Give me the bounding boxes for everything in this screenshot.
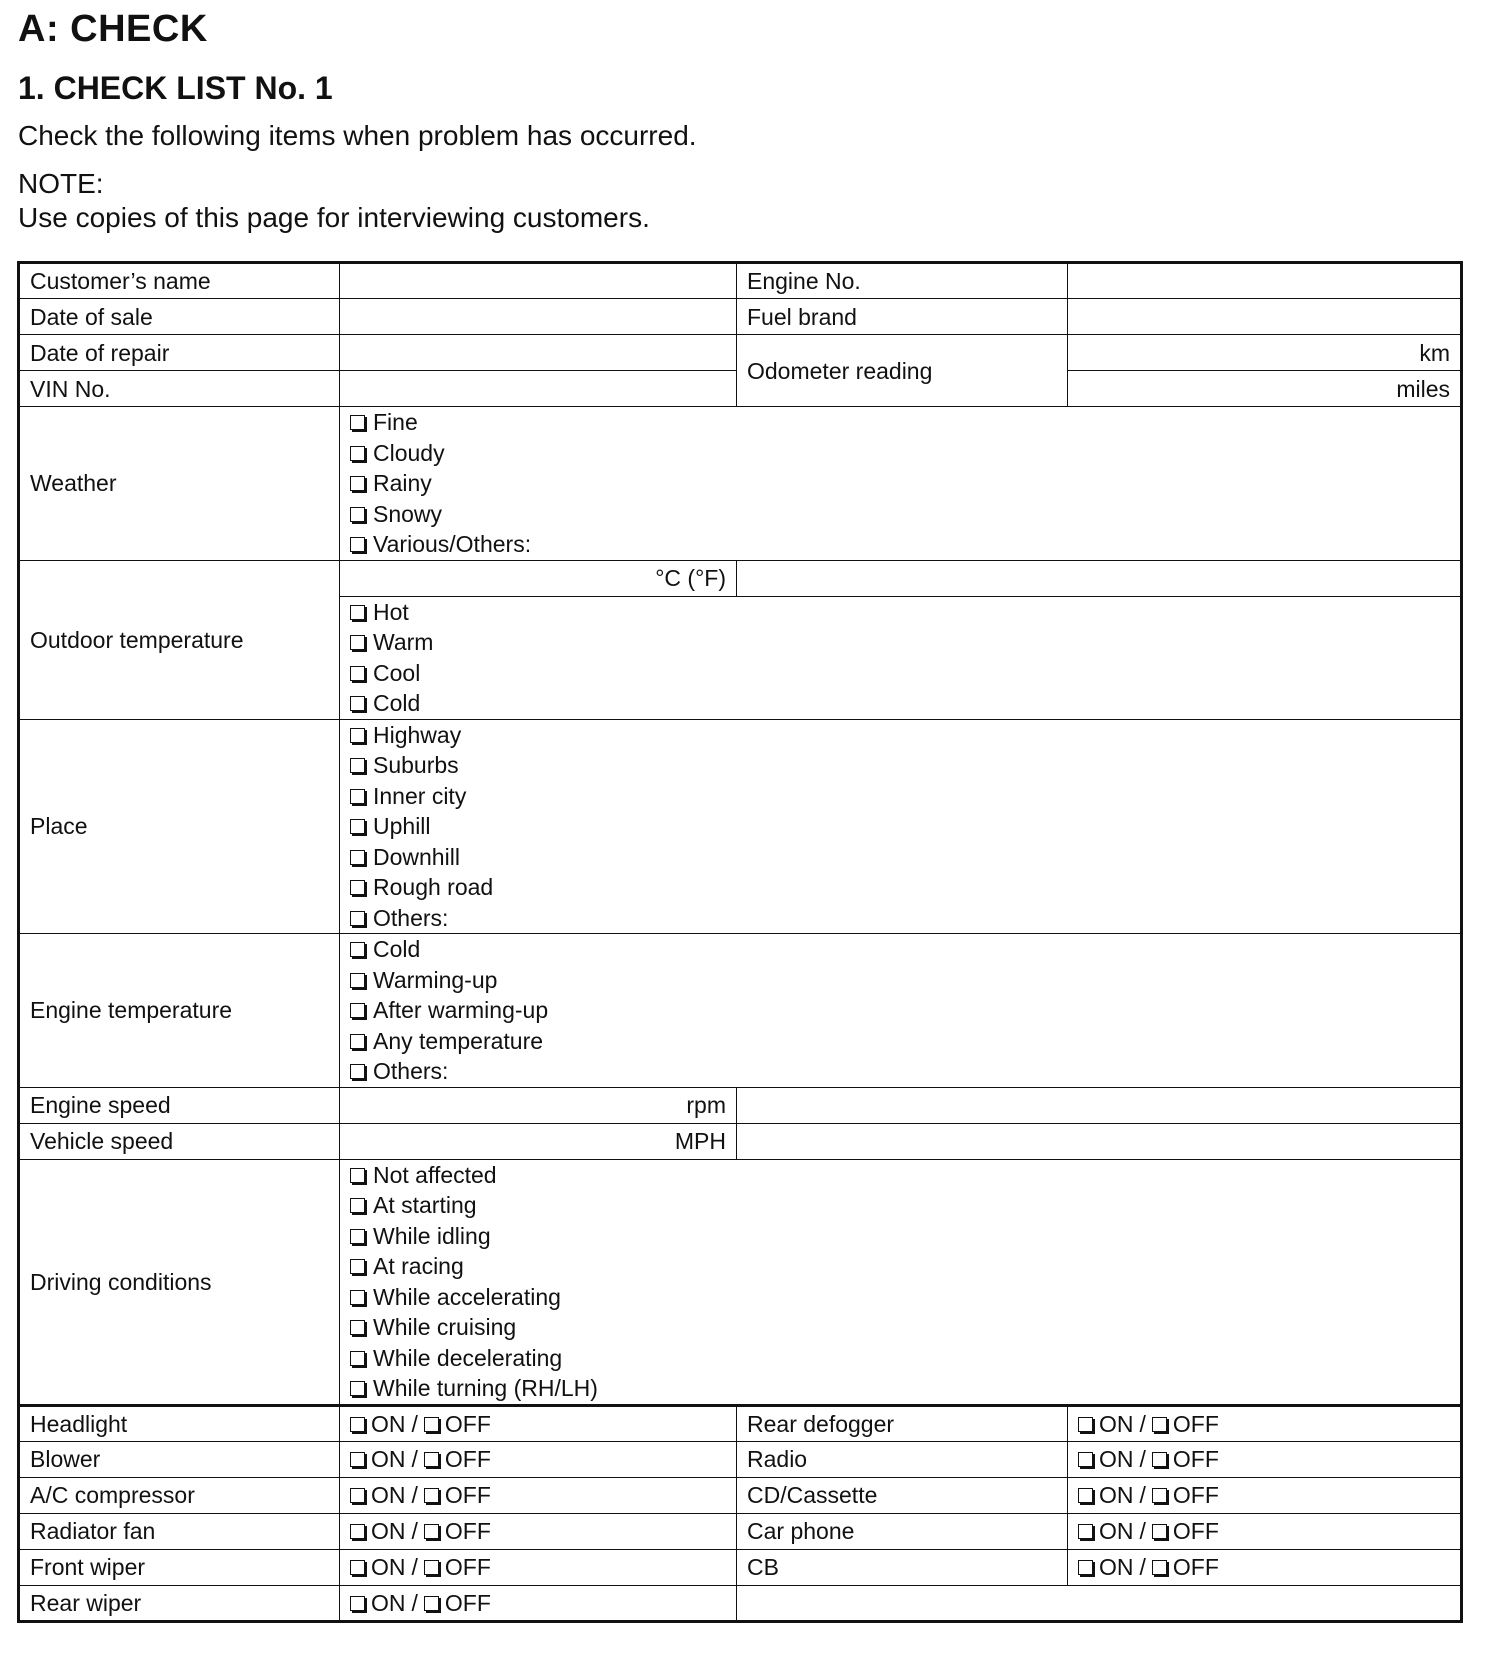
odometer-label: Odometer reading [737, 335, 1068, 407]
separator: / [411, 1589, 418, 1616]
front-wiper-on-off [340, 1549, 737, 1585]
off-label: OFF [444, 1518, 491, 1544]
place-downhill-checkbox[interactable] [350, 850, 365, 865]
switch-rows [19, 1405, 1462, 1621]
option-label: While cruising [373, 1314, 517, 1340]
option-label: Warm [373, 629, 434, 655]
check-list-title: 1. CHECK LIST No. 1 [18, 70, 333, 106]
engine-temp-options [340, 934, 1462, 1088]
cd-cassette-on-off [1068, 1477, 1462, 1513]
front-wiper-on-checkbox[interactable] [350, 1560, 365, 1575]
option-label: Snowy [373, 500, 443, 527]
driving-option-while-turning-rh-lh[interactable] [350, 1373, 1450, 1404]
headlight-off-checkbox[interactable] [424, 1417, 439, 1432]
place-rough-road-checkbox[interactable] [350, 880, 365, 895]
a-c-compressor-off-checkbox[interactable] [424, 1488, 439, 1503]
weather-option-various-others[interactable] [350, 529, 1450, 560]
radio-on-off [1068, 1441, 1462, 1477]
a-c-compressor-on-off [340, 1477, 737, 1513]
engine-temp-others-checkbox[interactable] [350, 1064, 365, 1079]
cb-label: CB [737, 1549, 1068, 1585]
table-row [19, 263, 1462, 299]
engine-no-field[interactable] [1068, 263, 1462, 299]
engine-temp-option-any-temperature[interactable] [350, 1026, 1450, 1057]
on-label: ON [371, 1482, 406, 1508]
option-label: Downhill [373, 843, 460, 870]
engine-temp-option-others[interactable] [350, 1056, 1450, 1087]
blower-label: Blower [19, 1441, 340, 1477]
odometer-miles-field[interactable] [1068, 371, 1462, 407]
vehicle-speed-row [19, 1123, 1462, 1159]
miles-unit: miles [1396, 375, 1450, 402]
outdoor-temp-notes-field[interactable] [737, 560, 1462, 596]
place-uphill-checkbox[interactable] [350, 819, 365, 834]
weather-label: Weather [19, 407, 340, 561]
blower-on-checkbox[interactable] [350, 1452, 365, 1467]
car-phone-off-checkbox[interactable] [1152, 1524, 1167, 1539]
cb-on-checkbox[interactable] [1078, 1560, 1093, 1575]
separator: / [1139, 1446, 1146, 1472]
engine-speed-row [19, 1087, 1462, 1123]
on-label: ON [371, 1589, 406, 1616]
place-inner-city-checkbox[interactable] [350, 789, 365, 804]
option-label: Highway [373, 721, 462, 748]
driving-option-not-affected[interactable] [350, 1160, 1450, 1191]
driving-option-at-racing[interactable] [350, 1251, 1450, 1282]
separator: / [1139, 1482, 1146, 1508]
separator: / [411, 1518, 418, 1544]
headlight-on-off [340, 1405, 737, 1441]
cb-on-off [1068, 1549, 1462, 1585]
radiator-fan-off-checkbox[interactable] [424, 1524, 439, 1539]
option-label: Cold [373, 690, 421, 716]
vin-field[interactable] [340, 371, 737, 407]
off-label: OFF [444, 1554, 491, 1580]
engine-temp-any-temperature-checkbox[interactable] [350, 1034, 365, 1049]
outdoor-temp-cold-checkbox[interactable] [350, 696, 365, 711]
km-unit: km [1419, 339, 1450, 366]
a-c-compressor-on-checkbox[interactable] [350, 1488, 365, 1503]
vehicle-speed-notes-field[interactable] [737, 1123, 1462, 1159]
outdoor-temp-hot-checkbox[interactable] [350, 605, 365, 620]
note-text: Use copies of this page for interviewing customers. [18, 202, 650, 233]
weather-rainy-checkbox[interactable] [350, 476, 365, 491]
off-label: OFF [444, 1410, 491, 1437]
driving-while-turning-rh-lh-checkbox[interactable] [350, 1381, 365, 1396]
weather-options [340, 407, 1462, 561]
on-label: ON [1099, 1518, 1134, 1544]
option-label: Fine [373, 409, 418, 435]
place-option-rough-road[interactable] [350, 872, 1450, 903]
on-label: ON [1099, 1554, 1134, 1580]
blower-off-checkbox[interactable] [424, 1452, 439, 1467]
rear-defogger-on-checkbox[interactable] [1078, 1417, 1093, 1432]
weather-cloudy-checkbox[interactable] [350, 446, 365, 461]
engine-temp-warming-up-checkbox[interactable] [350, 973, 365, 988]
place-others-checkbox[interactable] [350, 911, 365, 926]
option-label: At racing [373, 1253, 464, 1279]
intro-text: Check the following items when problem has occurred. [18, 120, 697, 151]
weather-snowy-checkbox[interactable] [350, 507, 365, 522]
driving-while-idling-checkbox[interactable] [350, 1229, 365, 1244]
on-label: ON [371, 1554, 406, 1580]
on-label: ON [371, 1410, 406, 1437]
switch-row [19, 1585, 1462, 1621]
car-phone-on-checkbox[interactable] [1078, 1524, 1093, 1539]
driving-option-while-accelerating[interactable] [350, 1282, 1450, 1313]
temp-unit: °C (°F) [655, 565, 726, 591]
place-suburbs-checkbox[interactable] [350, 758, 365, 773]
car-phone-label: Car phone [737, 1513, 1068, 1549]
outdoor-temp-option-cold[interactable] [350, 688, 1450, 719]
rear-wiper-label: Rear wiper [19, 1585, 340, 1621]
option-label: At starting [373, 1192, 477, 1218]
outdoor-temp-option-warm[interactable] [350, 627, 1450, 658]
date-of-sale-label: Date of sale [19, 299, 340, 335]
rear-wiper-on-checkbox[interactable] [350, 1596, 365, 1611]
engine-temp-option-after-warming-up[interactable] [350, 995, 1450, 1026]
vin-label: VIN No. [19, 371, 340, 407]
weather-row [19, 407, 1462, 561]
date-of-repair-field[interactable] [340, 335, 737, 371]
front-wiper-off-checkbox[interactable] [424, 1560, 439, 1575]
place-label: Place [19, 719, 340, 934]
engine-speed-notes-field[interactable] [737, 1087, 1462, 1123]
car-phone-on-off [1068, 1513, 1462, 1549]
option-label: Cold [373, 936, 421, 962]
option-label: Cloudy [373, 439, 445, 466]
engine-temp-option-warming-up[interactable] [350, 965, 1450, 996]
driving-not-affected-checkbox[interactable] [350, 1168, 365, 1183]
driving-at-racing-checkbox[interactable] [350, 1259, 365, 1274]
table-row [19, 299, 1462, 335]
radio-on-checkbox[interactable] [1078, 1452, 1093, 1467]
separator: / [411, 1482, 418, 1508]
place-option-uphill[interactable] [350, 811, 1450, 842]
engine-temp-option-cold[interactable] [350, 934, 1450, 965]
radio-off-checkbox[interactable] [1152, 1452, 1167, 1467]
radio-label: Radio [737, 1441, 1068, 1477]
blower-on-off [340, 1441, 737, 1477]
separator: / [411, 1410, 418, 1437]
engine-speed-label: Engine speed [19, 1087, 340, 1123]
driving-at-starting-checkbox[interactable] [350, 1198, 365, 1213]
place-options [340, 719, 1462, 934]
switch-row [19, 1513, 1462, 1549]
outdoor-temp-value-field[interactable] [340, 560, 737, 596]
option-label: Any temperature [373, 1027, 544, 1054]
off-label: OFF [444, 1482, 491, 1508]
radiator-fan-label: Radiator fan [19, 1513, 340, 1549]
headlight-on-checkbox[interactable] [350, 1417, 365, 1432]
option-label: Not affected [373, 1161, 497, 1188]
outdoor-temp-row [19, 560, 1462, 596]
off-label: OFF [1172, 1410, 1219, 1437]
rear-defogger-on-off [1068, 1405, 1462, 1441]
cd-cassette-on-checkbox[interactable] [1078, 1488, 1093, 1503]
off-label: OFF [444, 1446, 491, 1472]
separator: / [1139, 1410, 1146, 1437]
off-label: OFF [444, 1589, 491, 1616]
driving-option-while-idling[interactable] [350, 1221, 1450, 1252]
place-option-suburbs[interactable] [350, 750, 1450, 781]
vehicle-speed-field[interactable] [340, 1123, 737, 1159]
off-label: OFF [1172, 1446, 1219, 1472]
on-label: ON [371, 1518, 406, 1544]
option-label: While idling [373, 1222, 491, 1249]
engine-no-label: Engine No. [737, 263, 1068, 299]
vehicle-speed-label: Vehicle speed [19, 1123, 340, 1159]
place-highway-checkbox[interactable] [350, 728, 365, 743]
off-label: OFF [1172, 1518, 1219, 1544]
driving-conditions-label: Driving conditions [19, 1159, 340, 1405]
radiator-fan-on-checkbox[interactable] [350, 1524, 365, 1539]
driving-option-at-starting[interactable] [350, 1190, 1450, 1221]
off-label: OFF [1172, 1554, 1219, 1580]
rear-defogger-off-checkbox[interactable] [1152, 1417, 1167, 1432]
driving-while-accelerating-checkbox[interactable] [350, 1290, 365, 1305]
weather-option-rainy[interactable] [350, 468, 1450, 499]
empty-cell [737, 1585, 1462, 1621]
weather-option-fine[interactable] [350, 407, 1450, 438]
option-label: Others: [373, 904, 449, 931]
separator: / [411, 1446, 418, 1472]
note-label: NOTE: [18, 168, 104, 199]
outdoor-temp-option-hot[interactable] [350, 597, 1450, 628]
mph-unit: MPH [674, 1128, 726, 1154]
driving-option-while-decelerating[interactable] [350, 1343, 1450, 1374]
section-title: A: CHECK [18, 8, 208, 50]
cd-cassette-label: CD/Cassette [737, 1477, 1068, 1513]
weather-option-snowy[interactable] [350, 499, 1450, 530]
switch-row [19, 1441, 1462, 1477]
option-label: Cool [373, 659, 421, 686]
weather-various-others-checkbox[interactable] [350, 537, 365, 552]
off-label: OFF [1172, 1482, 1219, 1508]
outdoor-temp-options [340, 596, 1462, 719]
table-row [19, 335, 1462, 371]
date-of-sale-field[interactable] [340, 299, 737, 335]
switch-row [19, 1405, 1462, 1441]
rear-wiper-off-checkbox[interactable] [424, 1596, 439, 1611]
option-label: Rough road [373, 874, 494, 900]
driving-while-cruising-checkbox[interactable] [350, 1320, 365, 1335]
engine-temp-label: Engine temperature [19, 934, 340, 1088]
engine-temp-after-warming-up-checkbox[interactable] [350, 1003, 365, 1018]
rear-wiper-on-off [340, 1585, 737, 1621]
place-option-others[interactable] [350, 903, 1450, 934]
on-label: ON [1099, 1446, 1134, 1472]
option-label: Various/Others: [373, 531, 532, 557]
outdoor-temp-cool-checkbox[interactable] [350, 666, 365, 681]
place-option-downhill[interactable] [350, 842, 1450, 873]
option-label: After warming-up [373, 997, 549, 1023]
fuel-brand-label: Fuel brand [737, 299, 1068, 335]
on-label: ON [1099, 1410, 1134, 1437]
rpm-unit: rpm [686, 1092, 726, 1118]
option-label: Others: [373, 1058, 449, 1084]
driving-conditions-row [19, 1159, 1462, 1405]
option-label: While accelerating [373, 1283, 561, 1310]
option-label: Suburbs [373, 752, 459, 778]
separator: / [1139, 1518, 1146, 1544]
cb-off-checkbox[interactable] [1152, 1560, 1167, 1575]
separator: / [1139, 1554, 1146, 1580]
driving-conditions-options [340, 1159, 1462, 1405]
place-row [19, 719, 1462, 934]
switch-row [19, 1549, 1462, 1585]
rear-defogger-label: Rear defogger [737, 1405, 1068, 1441]
option-label: While decelerating [373, 1344, 563, 1371]
engine-speed-field[interactable] [340, 1087, 737, 1123]
on-label: ON [1099, 1482, 1134, 1508]
weather-option-cloudy[interactable] [350, 438, 1450, 469]
engine-temp-row [19, 934, 1462, 1088]
front-wiper-label: Front wiper [19, 1549, 340, 1585]
fuel-brand-field[interactable] [1068, 299, 1462, 335]
driving-option-while-cruising[interactable] [350, 1312, 1450, 1343]
place-option-highway[interactable] [350, 720, 1450, 751]
a-c-compressor-label: A/C compressor [19, 1477, 340, 1513]
cd-cassette-off-checkbox[interactable] [1152, 1488, 1167, 1503]
option-label: Inner city [373, 782, 467, 809]
option-label: Uphill [373, 813, 431, 839]
option-label: Warming-up [373, 966, 498, 993]
headlight-label: Headlight [19, 1405, 340, 1441]
odometer-km-field[interactable] [1068, 335, 1462, 371]
option-label: Rainy [373, 470, 432, 496]
option-label: While turning (RH/LH) [373, 1375, 598, 1401]
on-label: ON [371, 1446, 406, 1472]
outdoor-temp-warm-checkbox[interactable] [350, 635, 365, 650]
customer-name-field[interactable] [340, 263, 737, 299]
separator: / [411, 1554, 418, 1580]
customer-name-label: Customer’s name [19, 263, 340, 299]
radiator-fan-on-off [340, 1513, 737, 1549]
outdoor-temp-option-cool[interactable] [350, 658, 1450, 689]
outdoor-temp-label: Outdoor temperature [19, 560, 340, 719]
place-option-inner-city[interactable] [350, 781, 1450, 812]
switch-row [19, 1477, 1462, 1513]
check-list-table [17, 261, 1463, 1623]
option-label: Hot [373, 598, 409, 625]
engine-temp-cold-checkbox[interactable] [350, 942, 365, 957]
driving-while-decelerating-checkbox[interactable] [350, 1351, 365, 1366]
date-of-repair-label: Date of repair [19, 335, 340, 371]
weather-fine-checkbox[interactable] [350, 415, 365, 430]
